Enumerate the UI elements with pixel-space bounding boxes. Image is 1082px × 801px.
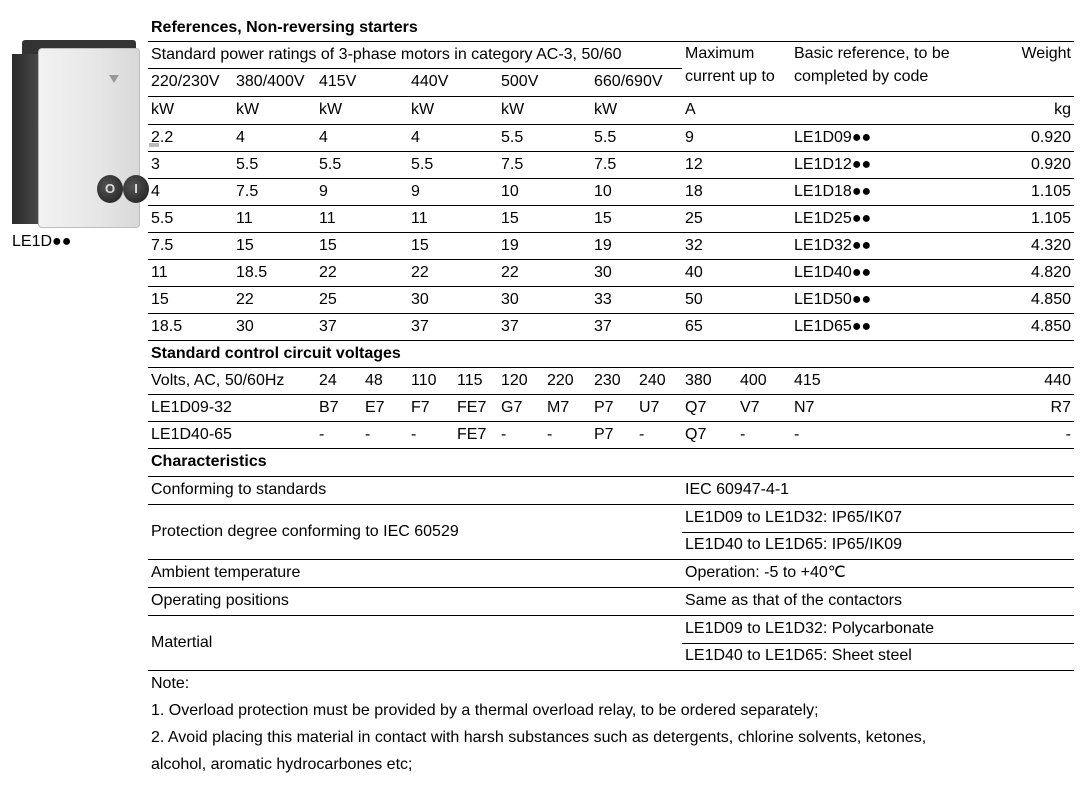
table-row xyxy=(148,206,1074,233)
control-cell: FE7 xyxy=(457,399,487,416)
control-row xyxy=(148,422,1074,449)
table-cell: LE1D09●● xyxy=(794,129,872,146)
table-cell: 37 xyxy=(501,318,519,335)
table-cell: 65 xyxy=(685,318,703,335)
table-cell: 5.5 xyxy=(411,156,434,173)
characteristics-title-row xyxy=(148,449,1074,477)
control-cell: 220 xyxy=(547,372,574,389)
material-value-1: LE1D09 to LE1D32: Polycarbonate xyxy=(685,620,935,637)
table-cell: LE1D50●● xyxy=(794,291,872,308)
control-title-row xyxy=(148,341,1074,368)
table-row xyxy=(148,314,1074,341)
unit-cell: kW xyxy=(236,101,260,118)
table-cell: 30 xyxy=(501,291,519,308)
table-cell: 50 xyxy=(685,291,703,308)
control-title: Standard control circuit voltages xyxy=(151,345,401,362)
table-cell: LE1D18●● xyxy=(794,183,872,200)
note-line-2: 2. Avoid placing this material in contact with harsh substances such as detergents, chlorine solvents, ketones, xyxy=(151,729,927,746)
voltage-header: 660/690V xyxy=(594,73,663,90)
note-line-3: alcohol, aromatic hydrocarbones etc; xyxy=(151,756,413,773)
control-cell: 24 xyxy=(319,372,337,389)
control-cell: FE7 xyxy=(457,426,487,443)
control-cell: 440 xyxy=(1044,372,1071,389)
standards-label: Conforming to standards xyxy=(151,481,327,498)
notes-title: Note: xyxy=(151,675,190,692)
table-cell: 4 xyxy=(151,183,160,200)
voltage-header: 415V xyxy=(319,73,357,90)
positions-row xyxy=(148,588,1074,616)
control-cell: B7 xyxy=(319,399,339,416)
table-cell: 9 xyxy=(319,183,328,200)
control-cell: U7 xyxy=(639,399,660,416)
table-cell: 30 xyxy=(236,318,254,335)
unit-cell: kW xyxy=(594,101,618,118)
table-cell: 11 xyxy=(236,210,253,227)
control-row xyxy=(148,395,1074,422)
control-cell: - xyxy=(1065,426,1071,443)
table-cell: 25 xyxy=(685,210,703,227)
table-cell: 19 xyxy=(594,237,612,254)
enclosure-side xyxy=(12,54,40,224)
table-cell: LE1D40●● xyxy=(794,264,872,281)
control-cell: 48 xyxy=(365,372,383,389)
table-cell: 5.5 xyxy=(594,129,617,146)
table-cell: 5.5 xyxy=(236,156,259,173)
control-cell: Volts, AC, 50/60Hz xyxy=(151,372,285,389)
references-header xyxy=(148,42,1074,97)
protection-label: Protection degree conforming to IEC 60529 xyxy=(151,523,459,540)
control-cell: F7 xyxy=(411,399,430,416)
material-label: Matertial xyxy=(151,634,213,651)
control-cell: 240 xyxy=(639,372,666,389)
table-row xyxy=(148,125,1074,152)
table-row xyxy=(148,233,1074,260)
table-row xyxy=(148,179,1074,206)
unit-cell: kW xyxy=(319,101,343,118)
unit-cell: kW xyxy=(501,101,525,118)
table-cell: 12 xyxy=(685,156,703,173)
table-cell: 9 xyxy=(685,129,694,146)
control-cell: 115 xyxy=(457,372,483,389)
control-cell: Q7 xyxy=(685,399,707,416)
table-cell: 5.5 xyxy=(319,156,342,173)
voltage-header: 380/400V xyxy=(236,73,305,90)
control-cell: 380 xyxy=(685,372,712,389)
table-cell: 18.5 xyxy=(236,264,268,281)
references-title: References, Non-reversing starters xyxy=(151,19,418,36)
weight-heading: Weight xyxy=(1021,45,1071,62)
unit-cell: kg xyxy=(1054,101,1071,118)
table-cell: 4 xyxy=(236,129,245,146)
notes xyxy=(148,671,1074,781)
unit-cell: kW xyxy=(411,101,435,118)
table-cell: 2.2 xyxy=(151,129,174,146)
table-cell: 32 xyxy=(685,237,703,254)
material-row xyxy=(148,616,1074,671)
table-cell: 11 xyxy=(151,264,168,281)
control-cell: - xyxy=(740,426,746,443)
control-cell: P7 xyxy=(594,426,614,443)
control-cell: - xyxy=(501,426,507,443)
characteristics-title: Characteristics xyxy=(151,453,267,470)
table-cell: 37 xyxy=(594,318,612,335)
control-cell: - xyxy=(365,426,371,443)
table-cell: 33 xyxy=(594,291,612,308)
arrow-mark-icon xyxy=(109,75,119,83)
table-cell: 10 xyxy=(501,183,519,200)
reference-heading-2: completed by code xyxy=(794,68,929,85)
table-cell: 22 xyxy=(411,264,429,281)
table-cell: 7.5 xyxy=(151,237,174,254)
table-cell: 40 xyxy=(685,264,703,281)
control-cell: - xyxy=(319,426,325,443)
off-button-icon: O xyxy=(97,175,123,203)
table-cell: 4.850 xyxy=(1030,318,1071,335)
table-cell: 15 xyxy=(594,210,612,227)
table-cell: 5.5 xyxy=(501,129,524,146)
table-cell: 9 xyxy=(411,183,420,200)
table-cell: 37 xyxy=(411,318,429,335)
control-cell: - xyxy=(794,426,800,443)
table-cell: 7.5 xyxy=(501,156,524,173)
table-cell: 5.5 xyxy=(151,210,174,227)
table-cell: 7.5 xyxy=(236,183,259,200)
voltage-header: 220/230V xyxy=(151,73,220,90)
control-cell: - xyxy=(411,426,417,443)
ambient-label: Ambient temperature xyxy=(151,564,301,581)
reference-heading-1: Basic reference, to be xyxy=(794,45,950,62)
table-cell: 4 xyxy=(411,129,420,146)
table-cell: 15 xyxy=(411,237,429,254)
control-cell: - xyxy=(639,426,645,443)
table-cell: 4.850 xyxy=(1030,291,1071,308)
table-cell: 4 xyxy=(319,129,328,146)
control-cell: G7 xyxy=(501,399,523,416)
product-caption: LE1D●● xyxy=(12,233,72,250)
material-value-2: LE1D40 to LE1D65: Sheet steel xyxy=(685,647,912,664)
table-cell: 22 xyxy=(319,264,337,281)
table-row xyxy=(148,152,1074,179)
control-cell: E7 xyxy=(365,399,385,416)
table-cell: 15 xyxy=(151,291,169,308)
unit-cell: kW xyxy=(151,101,175,118)
table-cell: LE1D32●● xyxy=(794,237,872,254)
table-cell: 1.105 xyxy=(1030,210,1071,227)
table-cell: 15 xyxy=(501,210,519,227)
table-cell: 0.920 xyxy=(1030,156,1071,173)
table-cell: 18 xyxy=(685,183,703,200)
units-row xyxy=(148,97,1074,125)
control-cell: 120 xyxy=(501,372,528,389)
table-cell: 19 xyxy=(501,237,519,254)
voltage-header: 500V xyxy=(501,73,539,90)
table-cell: 30 xyxy=(411,291,429,308)
table-cell: 18.5 xyxy=(151,318,183,335)
product-image xyxy=(12,40,138,230)
table-cell: 3 xyxy=(151,156,160,173)
control-cell: 110 xyxy=(411,372,437,389)
standards-row xyxy=(148,477,1074,505)
table-cell: 0.920 xyxy=(1030,129,1071,146)
table-cell: 1.105 xyxy=(1030,183,1071,200)
current-heading-1: Maximum xyxy=(685,45,755,62)
control-cell: M7 xyxy=(547,399,570,416)
references-body xyxy=(148,125,1074,341)
table-cell: 4.320 xyxy=(1030,237,1071,254)
control-cell: 230 xyxy=(594,372,621,389)
on-button-icon: I xyxy=(123,175,149,203)
table-cell: 10 xyxy=(594,183,612,200)
table-cell: 22 xyxy=(501,264,519,281)
unit-cell: A xyxy=(685,101,696,118)
table-cell: 15 xyxy=(236,237,254,254)
table-cell: 7.5 xyxy=(594,156,617,173)
enclosure-front xyxy=(38,48,140,228)
power-heading: Standard power ratings of 3-phase motors in category AC-3, 50/60 xyxy=(151,46,622,63)
ambient-row xyxy=(148,560,1074,588)
control-row xyxy=(148,368,1074,395)
control-cell: P7 xyxy=(594,399,614,416)
protection-value-2: LE1D40 to LE1D65: IP65/IK09 xyxy=(685,536,903,553)
table-cell: 25 xyxy=(319,291,337,308)
note-line-1: 1. Overload protection must be provided by a thermal overload relay, to be ordered separately; xyxy=(151,702,819,719)
current-heading-2: current up to xyxy=(685,68,775,85)
references-table xyxy=(148,18,1074,781)
positions-label: Operating positions xyxy=(151,592,289,609)
table-cell: 11 xyxy=(319,210,336,227)
standards-value: IEC 60947-4-1 xyxy=(685,481,790,498)
control-cell: LE1D40-65 xyxy=(151,426,232,443)
control-cell: 415 xyxy=(794,372,821,389)
control-cell: 400 xyxy=(740,372,767,389)
voltage-header: 440V xyxy=(411,73,449,90)
ambient-value: Operation: -5 to +40℃ xyxy=(685,564,846,581)
table-cell: 22 xyxy=(236,291,254,308)
protection-value-1: LE1D09 to LE1D32: IP65/IK07 xyxy=(685,509,903,526)
control-cell: R7 xyxy=(1050,399,1071,416)
table-cell: 30 xyxy=(594,264,612,281)
table-cell: 4.820 xyxy=(1030,264,1071,281)
references-title-row xyxy=(148,18,1074,42)
control-cell: N7 xyxy=(794,399,815,416)
control-cell: LE1D09-32 xyxy=(151,399,232,416)
table-cell: 15 xyxy=(319,237,337,254)
table-cell: LE1D12●● xyxy=(794,156,872,173)
table-cell: 11 xyxy=(411,210,428,227)
control-body xyxy=(148,368,1074,449)
control-cell: Q7 xyxy=(685,426,707,443)
table-cell: LE1D65●● xyxy=(794,318,872,335)
positions-value: Same as that of the contactors xyxy=(685,592,903,609)
table-row xyxy=(148,287,1074,314)
table-cell: LE1D25●● xyxy=(794,210,872,227)
protection-row xyxy=(148,505,1074,560)
control-cell: V7 xyxy=(740,399,760,416)
control-cell: - xyxy=(547,426,553,443)
table-row xyxy=(148,260,1074,287)
table-cell: 37 xyxy=(319,318,337,335)
